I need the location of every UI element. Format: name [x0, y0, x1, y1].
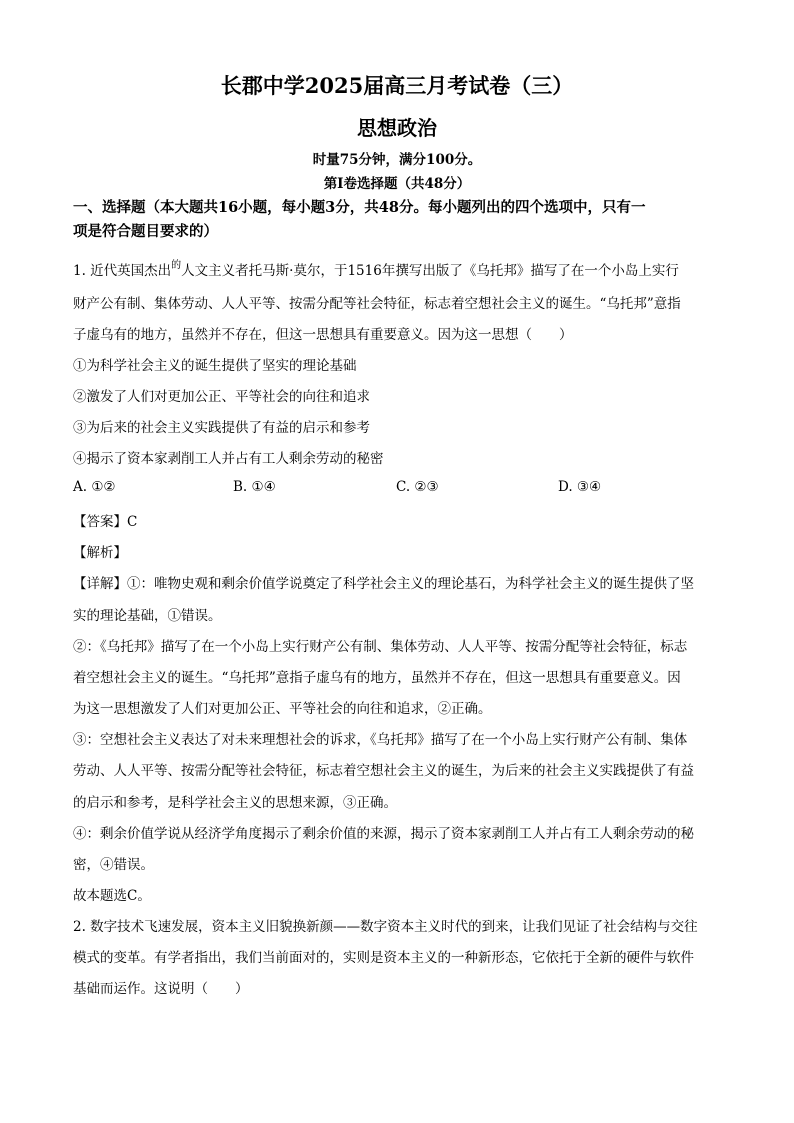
- q1-analysis-tag: 【解析】: [73, 545, 127, 561]
- section-heading-line1: 一、选择题（本大题共16小题，每小题3分，共48分。每小题列出的四个选项中，只有一: [73, 199, 646, 216]
- subject-title: 思想政治: [357, 116, 437, 140]
- q1-detail-line10: 密，④错误。: [73, 857, 154, 873]
- q1-detail-line2: 实的理论基础，①错误。: [73, 608, 222, 624]
- q1-option-b: B. ①④: [233, 479, 276, 495]
- q1-conclusion: 故本题选C。: [73, 888, 151, 904]
- q1-option-d: D. ③④: [558, 479, 602, 495]
- q1-detail-line9: ④：剩余价值学说从经济学角度揭示了剩余价值的来源，揭示了资本家剥削工人并占有工人剩余劳动的秘: [73, 826, 694, 842]
- section-heading-line2: 项是符合题目要求的）: [73, 223, 218, 240]
- q1-detail-line4: 着空想社会主义的诞生。“乌托邦”意指子虚乌有的地方，虽然并不存在，但这一思想具有重要意义。因: [73, 670, 681, 686]
- answer-tag: 【答案】: [73, 514, 127, 530]
- time-info: 时量75分钟，满分100分。: [312, 152, 482, 168]
- q1-statement-3: ③为后来的社会主义实践提供了有益的启示和参考: [73, 420, 370, 436]
- q1-statement-4: ④揭示了资本家剥削工人并占有工人剩余劳动的秘密: [73, 451, 384, 467]
- q1-detail-line8: 的启示和参考，是科学社会主义的思想来源，③正确。: [73, 795, 397, 811]
- q1-stem-part-b: 人文主义者托马斯·莫尔，于1516年撰写出版了《乌托邦》描写了在一个小岛上实行: [181, 263, 679, 279]
- q1-detail-line6: ③：空想社会主义表达了对未来理想社会的诉求，《乌托邦》描写了在一个小岛上实行财产公有制、集体: [73, 732, 688, 748]
- q1-statement-1: ①为科学社会主义的诞生提供了坚实的理论基础: [73, 358, 357, 374]
- q2-stem-line2: 模式的变革。有学者指出，我们当前面对的，实则是资本主义的一种新形态，它依托于全新的硬件与软件: [73, 950, 694, 966]
- q1-option-c: C. ②③: [396, 479, 439, 495]
- q1-stem-line3: 子虚乌有的地方，虽然并不存在，但这一思想具有重要意义。因为这一思想（ ）: [73, 327, 573, 343]
- q1-detail-line1: 【详解】①：唯物史观和剩余价值学说奠定了科学社会主义的理论基石，为科学社会主义的诞生提供了坚: [73, 576, 694, 592]
- q1-stem-part-a: 1. 近代英国杰出: [73, 263, 172, 279]
- answer-value: C: [127, 514, 138, 530]
- q1-detail-line5: 为这一思想激发了人们对更加公正、平等社会的向往和追求，②正确。: [73, 701, 492, 717]
- part-info: 第Ⅰ卷选择题（共48分）: [323, 176, 471, 192]
- q1-stem-line2: 财产公有制、集体劳动、人人平等、按需分配等社会特征，标志着空想社会主义的诞生。“乌托邦”意指: [73, 296, 681, 312]
- q1-stem-line1: [73, 259, 679, 279]
- q1-detail-line7: 劳动、人人平等、按需分配等社会特征，标志着空想社会主义的诞生，为后来的社会主义实践提供了有益: [73, 763, 694, 779]
- q1-stem-superscript: 的: [171, 260, 182, 271]
- q1-statement-2: ②激发了人们对更加公正、平等社会的向往和追求: [73, 389, 370, 405]
- q2-stem-line1: 2. 数字技术飞速发展，资本主义旧貌换新颜——数字资本主义时代的到来，让我们见证了社会结构与交往: [73, 919, 698, 935]
- q1-answer: [73, 510, 137, 530]
- q1-detail-line3: ②：《乌托邦》描写了在一个小岛上实行财产公有制、集体劳动、人人平等、按需分配等社会特征，标志: [73, 639, 688, 655]
- q2-stem-line3: 基础而运作。这说明（ ）: [73, 981, 249, 997]
- q1-option-a: A. ①②: [73, 479, 116, 495]
- page-title: 长郡中学2025届高三月考试卷（三）: [220, 73, 574, 98]
